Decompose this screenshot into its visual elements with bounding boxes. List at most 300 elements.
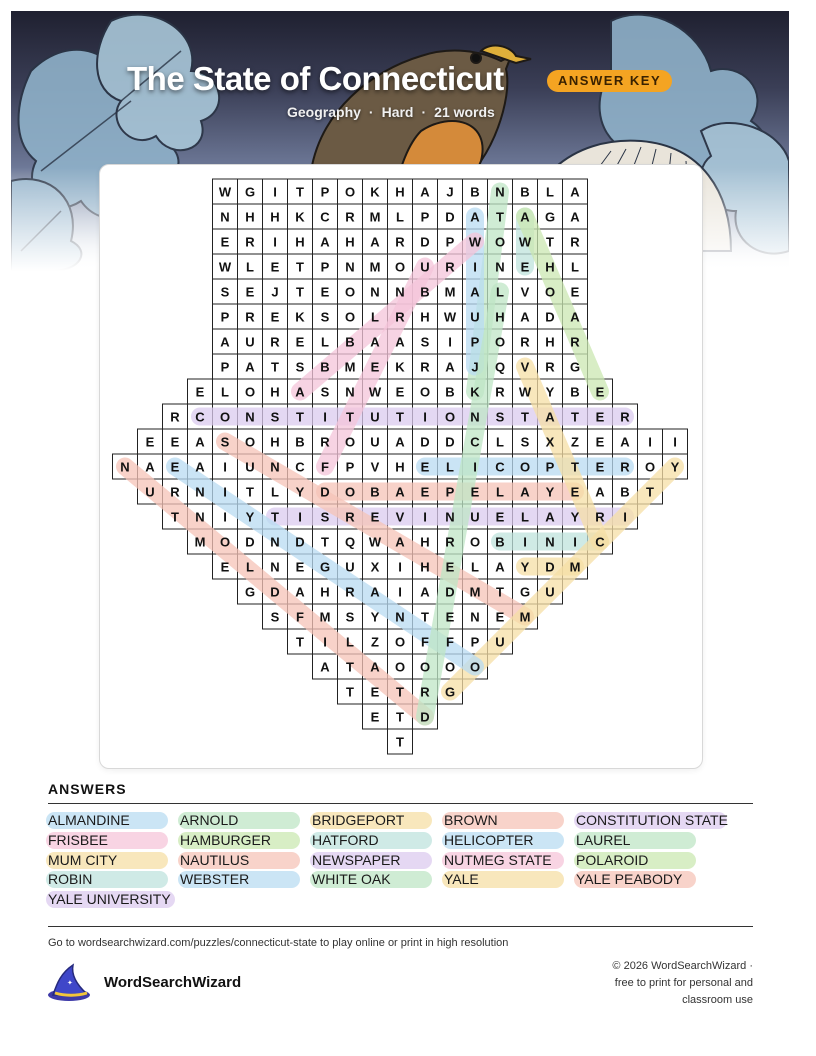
- grid-letter: Q: [344, 534, 356, 550]
- grid-letter: E: [295, 559, 305, 575]
- grid-letter: E: [395, 384, 405, 400]
- grid-letter: S: [420, 334, 430, 350]
- answer-item: [48, 871, 92, 888]
- grid-letter: N: [495, 184, 505, 200]
- grid-letter: E: [220, 559, 230, 575]
- grid-letter: H: [420, 534, 430, 550]
- grid-letter: W: [518, 234, 532, 250]
- grid-letter: H: [420, 559, 430, 575]
- grid-letter: E: [595, 384, 605, 400]
- grid-letter: A: [470, 209, 480, 225]
- answer-item: [180, 871, 249, 888]
- grid-letter: T: [346, 659, 354, 675]
- answer-item: [312, 852, 400, 869]
- grid-letter: E: [595, 459, 605, 475]
- grid-letter: T: [296, 409, 304, 425]
- grid-letter: H: [345, 234, 355, 250]
- grid-letter: S: [220, 284, 230, 300]
- page-title: The State of Connecticut: [127, 60, 504, 97]
- grid-letter: E: [520, 259, 530, 275]
- grid-letter: R: [420, 684, 430, 700]
- answer-item: [576, 871, 682, 888]
- grid-letter: I: [473, 459, 477, 475]
- grid-letter: G: [569, 359, 581, 375]
- grid-letter: N: [195, 509, 205, 525]
- grid-letter: T: [396, 734, 404, 750]
- answer-item: [444, 871, 479, 888]
- grid-letter: J: [471, 359, 479, 375]
- grid-letter: T: [496, 584, 504, 600]
- answer-word: LAUREL: [576, 831, 631, 848]
- grid-letter: L: [321, 334, 329, 350]
- grid-letter: C: [470, 434, 480, 450]
- copyright-line-3: classroom use: [682, 994, 753, 1006]
- copyright-notice: [533, 958, 753, 1009]
- grid-letter: D: [545, 559, 555, 575]
- grid-letter: E: [370, 709, 380, 725]
- answer-item: [444, 852, 552, 869]
- answer-item: [444, 832, 533, 849]
- grid-letter: U: [545, 584, 555, 600]
- grid-letter: E: [570, 484, 580, 500]
- grid-letter: Y: [370, 609, 380, 625]
- grid-letter: L: [446, 459, 454, 475]
- answer-word: CONSTITUTION STATE: [576, 812, 728, 828]
- grid-letter: I: [398, 584, 402, 600]
- grid-letter: R: [170, 409, 180, 425]
- subject-label: Geography: [287, 104, 361, 120]
- answer-word: POLAROID: [576, 851, 649, 868]
- grid-letter: P: [445, 484, 455, 500]
- grid-letter: N: [470, 609, 480, 625]
- grid-letter: T: [396, 709, 404, 725]
- answer-item: [312, 871, 391, 888]
- grid-letter: O: [394, 659, 406, 675]
- grid-letter: I: [448, 334, 452, 350]
- grid-letter: S: [520, 434, 530, 450]
- grid-letter: E: [370, 684, 380, 700]
- grid-letter: N: [445, 509, 455, 525]
- grid-letter: T: [346, 684, 354, 700]
- grid-letter: V: [520, 359, 530, 375]
- grid-letter: E: [320, 284, 330, 300]
- grid-letter: A: [320, 234, 330, 250]
- grid-letter: N: [270, 559, 280, 575]
- grid-letter: U: [495, 634, 505, 650]
- answer-item: [48, 852, 117, 869]
- footer-url-text: Go to wordsearchwizard.com/puzzles/connecticut-state to play online or print in high resolution: [48, 937, 509, 949]
- grid-letter: K: [470, 384, 480, 400]
- grid-letter: A: [395, 334, 405, 350]
- grid-letter: R: [445, 259, 455, 275]
- grid-letter: N: [345, 259, 355, 275]
- grid-letter: I: [398, 559, 402, 575]
- grid-letter: G: [319, 559, 331, 575]
- grid-letter: L: [346, 634, 354, 650]
- answer-key-badge: ANSWER KEY: [547, 70, 672, 92]
- grid-letter: R: [495, 384, 505, 400]
- grid-letter: E: [420, 459, 430, 475]
- answer-item: [48, 812, 130, 829]
- grid-letter: L: [271, 484, 279, 500]
- grid-letter: N: [395, 609, 405, 625]
- grid-letter: P: [445, 234, 455, 250]
- answer-word: ARNOLD: [180, 812, 239, 828]
- grid-letter: U: [145, 484, 155, 500]
- grid-letter: E: [220, 234, 230, 250]
- grid-letter: R: [320, 434, 330, 450]
- answer-item: [48, 832, 108, 849]
- grid-letter: A: [395, 434, 405, 450]
- grid-letter: R: [345, 509, 355, 525]
- grid-letter: E: [445, 609, 455, 625]
- grid-letter: I: [648, 434, 652, 450]
- grid-letter: T: [271, 509, 279, 525]
- difficulty-label: Hard: [381, 104, 414, 120]
- grid-letter: G: [544, 209, 556, 225]
- grid-letter: O: [244, 384, 256, 400]
- grid-letter: R: [395, 309, 405, 325]
- grid-letter: D: [295, 534, 305, 550]
- grid-letter: H: [395, 184, 405, 200]
- answer-item: [576, 812, 728, 829]
- grid-letter: B: [370, 484, 380, 500]
- grid-letter: L: [496, 284, 504, 300]
- grid-letter: O: [644, 459, 656, 475]
- grid-letter: Y: [545, 384, 555, 400]
- answer-item: [444, 812, 498, 829]
- answer-word: BROWN: [444, 812, 498, 828]
- grid-letter: B: [620, 484, 630, 500]
- grid-letter: S: [345, 609, 355, 625]
- grid-letter: A: [520, 309, 530, 325]
- grid-letter: I: [523, 534, 527, 550]
- grid-letter: P: [320, 259, 330, 275]
- grid-letter: T: [296, 634, 304, 650]
- grid-letter: G: [519, 584, 531, 600]
- answer-word: FRISBEE: [48, 831, 108, 848]
- grid-letter: T: [646, 484, 654, 500]
- grid-letter: E: [270, 259, 280, 275]
- grid-letter: I: [273, 234, 277, 250]
- grid-letter: A: [420, 184, 430, 200]
- answer-item: [48, 891, 171, 908]
- grid-letter: G: [444, 684, 456, 700]
- grid-letter: A: [470, 284, 480, 300]
- grid-letter: R: [520, 334, 530, 350]
- grid-letter: O: [444, 409, 456, 425]
- answers-divider: [48, 803, 753, 804]
- grid-letter: C: [195, 409, 205, 425]
- grid-letter: E: [495, 609, 505, 625]
- grid-letter: D: [420, 709, 430, 725]
- answer-item: [180, 852, 249, 869]
- grid-letter: O: [469, 659, 481, 675]
- grid-letter: D: [420, 234, 430, 250]
- grid-letter: E: [245, 284, 255, 300]
- grid-letter: O: [394, 634, 406, 650]
- grid-letter: K: [295, 209, 305, 225]
- grid-letter: C: [495, 459, 505, 475]
- grid-letter: A: [570, 184, 580, 200]
- grid-letter: I: [573, 534, 577, 550]
- grid-letter: T: [321, 534, 329, 550]
- grid-letter: E: [170, 459, 180, 475]
- grid-letter: R: [620, 409, 630, 425]
- grid-letter: R: [170, 484, 180, 500]
- grid-letter: N: [395, 284, 405, 300]
- copyright-line-2: free to print for personal and: [614, 977, 753, 989]
- grid-letter: I: [223, 459, 227, 475]
- grid-letter: R: [345, 209, 355, 225]
- grid-letter: B: [445, 384, 455, 400]
- grid-letter: N: [345, 384, 355, 400]
- grid-letter: O: [394, 259, 406, 275]
- grid-letter: I: [323, 634, 327, 650]
- grid-letter: B: [470, 184, 480, 200]
- svg-text:✦: ✦: [75, 973, 80, 979]
- grid-letter: H: [295, 234, 305, 250]
- grid-letter: O: [469, 534, 481, 550]
- grid-letter: N: [270, 459, 280, 475]
- grid-letter: R: [570, 334, 580, 350]
- grid-letter: M: [319, 609, 331, 625]
- grid-letter: A: [520, 484, 530, 500]
- grid-letter: E: [445, 559, 455, 575]
- answer-item: [180, 812, 238, 829]
- grid-letter: U: [470, 509, 480, 525]
- grid-letter: A: [420, 584, 430, 600]
- grid-letter: A: [570, 209, 580, 225]
- grid-letter: S: [295, 359, 305, 375]
- grid-letter: I: [298, 509, 302, 525]
- grid-letter: A: [295, 384, 305, 400]
- grid-letter: M: [444, 284, 456, 300]
- answer-word: NEWSPAPER: [312, 851, 401, 868]
- grid-letter: S: [270, 409, 280, 425]
- grid-letter: Y: [670, 459, 680, 475]
- grid-letter: O: [219, 534, 231, 550]
- grid-letter: D: [445, 434, 455, 450]
- grid-letter: T: [496, 209, 504, 225]
- grid-letter: O: [344, 184, 356, 200]
- grid-letter: O: [419, 659, 431, 675]
- grid-letter: A: [545, 409, 555, 425]
- grid-letter: N: [245, 409, 255, 425]
- grid-letter: N: [545, 534, 555, 550]
- answer-word: YALE UNIVERSITY: [48, 891, 171, 908]
- grid-letter: Y: [295, 484, 305, 500]
- grid-letter: X: [545, 434, 555, 450]
- grid-letter: F: [321, 459, 329, 475]
- grid-letter: U: [370, 434, 380, 450]
- puzzle-meta: Geography · Hard · 21 words: [287, 104, 495, 120]
- grid-letter: O: [344, 434, 356, 450]
- grid-letter: A: [320, 659, 330, 675]
- grid-letter: M: [369, 209, 381, 225]
- grid-letter: A: [545, 509, 555, 525]
- answer-word: HAMBURGER: [180, 831, 272, 848]
- grid-letter: I: [423, 509, 427, 525]
- grid-letter: M: [194, 534, 206, 550]
- grid-letter: U: [245, 334, 255, 350]
- grid-letter: H: [395, 459, 405, 475]
- grid-letter: A: [620, 434, 630, 450]
- grid-letter: P: [320, 184, 330, 200]
- grid-letter: E: [470, 484, 480, 500]
- grid-letter: U: [345, 559, 355, 575]
- grid-letter: T: [296, 259, 304, 275]
- grid-letter: I: [223, 509, 227, 525]
- answers-heading: ANSWERS: [48, 781, 127, 797]
- grid-letter: M: [569, 559, 581, 575]
- grid-letter: I: [273, 184, 277, 200]
- grid-letter: R: [445, 534, 455, 550]
- grid-letter: E: [370, 509, 380, 525]
- grid-letter: H: [420, 309, 430, 325]
- grid-letter: M: [469, 584, 481, 600]
- grid-letter: O: [494, 334, 506, 350]
- answer-word: HATFORD: [312, 831, 379, 848]
- grid-letter: H: [545, 334, 555, 350]
- grid-letter: H: [495, 309, 505, 325]
- grid-letter: W: [218, 184, 232, 200]
- grid-letter: L: [221, 384, 229, 400]
- grid-letter: O: [444, 659, 456, 675]
- grid-letter: O: [344, 484, 356, 500]
- grid-letter: U: [245, 459, 255, 475]
- grid-letter: O: [219, 409, 231, 425]
- grid-letter: M: [519, 609, 531, 625]
- grid-letter: H: [545, 259, 555, 275]
- grid-letter: F: [446, 634, 454, 650]
- grid-letter: A: [570, 309, 580, 325]
- grid-letter: R: [395, 234, 405, 250]
- svg-text:✦: ✦: [67, 980, 73, 987]
- answer-word: HELICOPTER: [444, 831, 534, 848]
- grid-letter: I: [673, 434, 677, 450]
- grid-letter: I: [423, 409, 427, 425]
- grid-letter: D: [320, 484, 330, 500]
- grid-letter: H: [270, 209, 280, 225]
- grid-letter: H: [245, 209, 255, 225]
- grid-letter: D: [245, 534, 255, 550]
- answer-word: WEBSTER: [180, 871, 250, 888]
- grid-letter: E: [145, 434, 155, 450]
- grid-letter: T: [171, 509, 179, 525]
- grid-letter: B: [495, 534, 505, 550]
- grid-letter: A: [395, 484, 405, 500]
- grid-letter: N: [470, 409, 480, 425]
- grid-letter: H: [320, 584, 330, 600]
- grid-letter: T: [521, 409, 529, 425]
- grid-letter: E: [295, 334, 305, 350]
- grid-letter: P: [220, 309, 230, 325]
- grid-letter: Z: [371, 634, 379, 650]
- grid-letter: L: [496, 434, 504, 450]
- grid-letter: B: [520, 184, 530, 200]
- answer-word: NAUTILUS: [180, 851, 250, 868]
- grid-letter: B: [320, 359, 330, 375]
- grid-letter: V: [370, 459, 380, 475]
- answer-word: YALE: [444, 871, 479, 888]
- grid-letter: A: [370, 659, 380, 675]
- grid-letter: R: [570, 234, 580, 250]
- grid-letter: A: [370, 334, 380, 350]
- grid-letter: E: [370, 359, 380, 375]
- grid-letter: T: [296, 184, 304, 200]
- grid-letter: A: [370, 234, 380, 250]
- grid-letter: A: [220, 334, 230, 350]
- grid-letter: Q: [494, 359, 506, 375]
- grid-letter: I: [323, 409, 327, 425]
- grid-letter: E: [495, 509, 505, 525]
- answer-word: BRIDGEPORT: [312, 812, 405, 828]
- grid-letter: O: [494, 234, 506, 250]
- grid-letter: E: [595, 409, 605, 425]
- grid-letter: T: [571, 459, 579, 475]
- grid-letter: D: [445, 584, 455, 600]
- grid-letter: S: [320, 309, 330, 325]
- grid-letter: B: [345, 334, 355, 350]
- grid-letter: W: [468, 234, 482, 250]
- grid-letter: I: [623, 509, 627, 525]
- grid-letter: A: [245, 359, 255, 375]
- grid-letter: T: [421, 609, 429, 625]
- grid-letter: J: [446, 184, 454, 200]
- grid-letter: Y: [545, 484, 555, 500]
- grid-letter: L: [471, 559, 479, 575]
- grid-letter: H: [270, 384, 280, 400]
- grid-letter: R: [245, 309, 255, 325]
- grid-letter: T: [396, 409, 404, 425]
- answer-word: MUM CITY: [48, 851, 118, 868]
- grid-letter: P: [545, 459, 555, 475]
- answer-word: WHITE OAK: [312, 871, 391, 888]
- grid-letter: L: [371, 309, 379, 325]
- grid-letter: W: [218, 259, 232, 275]
- grid-letter: L: [521, 509, 529, 525]
- grid-letter: B: [570, 384, 580, 400]
- grid-letter: O: [344, 309, 356, 325]
- grid-letter: B: [295, 434, 305, 450]
- grid-letter: N: [270, 534, 280, 550]
- grid-letter: N: [220, 209, 230, 225]
- grid-letter: C: [320, 209, 330, 225]
- grid-letter: E: [420, 484, 430, 500]
- grid-letter: S: [320, 509, 330, 525]
- grid-letter: U: [420, 259, 430, 275]
- grid-letter: M: [344, 359, 356, 375]
- grid-letter: M: [369, 259, 381, 275]
- grid-letter: Y: [520, 559, 530, 575]
- grid-letter: O: [419, 384, 431, 400]
- grid-letter: B: [420, 284, 430, 300]
- grid-letter: K: [395, 359, 405, 375]
- grid-letter: I: [223, 484, 227, 500]
- grid-letter: T: [571, 409, 579, 425]
- grid-letter: L: [246, 559, 254, 575]
- grid-letter: A: [495, 559, 505, 575]
- grid-letter: P: [470, 334, 480, 350]
- word-count-label: 21 words: [434, 104, 495, 120]
- grid-letter: E: [170, 434, 180, 450]
- grid-letter: A: [295, 584, 305, 600]
- grid-letter: W: [368, 534, 382, 550]
- grid-letter: O: [544, 284, 556, 300]
- grid-letter: D: [270, 584, 280, 600]
- grid-letter: A: [370, 584, 380, 600]
